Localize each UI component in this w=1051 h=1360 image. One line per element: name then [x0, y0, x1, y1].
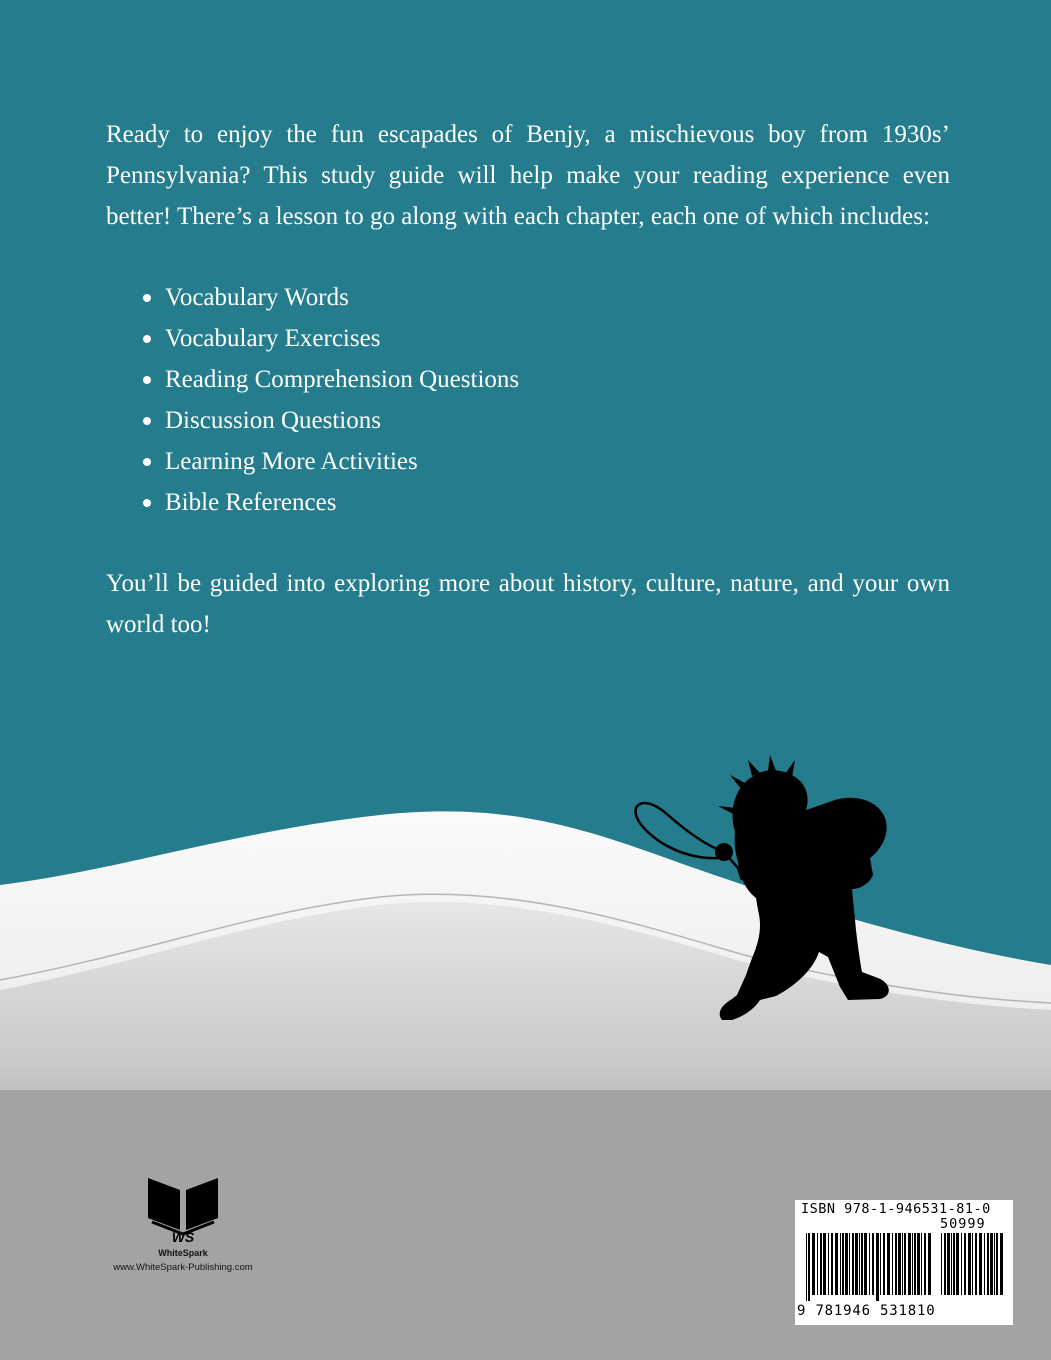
ean-barcode-bars — [806, 1233, 934, 1301]
list-item: Vocabulary Words — [106, 277, 950, 318]
publisher-name: WhiteSpark — [158, 1248, 208, 1258]
barcode-bar — [968, 1233, 971, 1295]
list-item: Learning More Activities — [106, 441, 950, 482]
addon-barcode-bars — [941, 1233, 1003, 1301]
barcode-bar — [964, 1233, 966, 1295]
barcode-bar — [1000, 1233, 1003, 1295]
barcode-bar — [849, 1233, 850, 1295]
barcode-bar — [808, 1233, 810, 1301]
barcode-bar — [996, 1233, 998, 1295]
barcode-bar — [947, 1233, 950, 1295]
barcode-bar — [880, 1233, 881, 1295]
barcode-bar — [987, 1233, 989, 1295]
closing-paragraph: You’ll be guided into exploring more about history, culture, nature, and your own world too! — [106, 570, 950, 638]
isbn-barcode — [795, 1200, 1013, 1325]
barcode-bar — [944, 1233, 946, 1295]
barcode-bar — [921, 1233, 922, 1295]
barcode-bar — [898, 1233, 901, 1295]
intro-paragraph: Ready to enjoy the fun escapades of Benjy, a mischievous boy from 1930s’ Pennsylvania? This study guide will help make your reading experience even better! There’s a lesson to go along with each chapter, each one of which includes: — [106, 121, 950, 230]
barcode-bar — [855, 1233, 858, 1295]
barcode-bar — [835, 1233, 838, 1295]
barcode-bar — [984, 1233, 985, 1295]
logo-monogram: WS — [171, 1229, 195, 1245]
barcode-bar — [859, 1233, 860, 1295]
barcode-bar — [972, 1233, 973, 1295]
barcode-bar — [842, 1233, 844, 1295]
barcode-bar — [928, 1233, 931, 1295]
back-cover-blurb — [106, 114, 950, 645]
open-book-logo-icon — [146, 1172, 220, 1246]
barcode-bar — [975, 1233, 977, 1295]
barcode-digits: 9 781946 531810 — [797, 1303, 936, 1319]
barcode-bar — [994, 1233, 995, 1295]
barcode-bar — [961, 1233, 962, 1295]
price-addon-code: 50999 — [940, 1216, 986, 1232]
barcode-bar — [869, 1233, 870, 1295]
barcode-bar — [831, 1233, 833, 1295]
barcode-bar — [861, 1233, 863, 1295]
list-item: Vocabulary Exercises — [106, 318, 950, 359]
barcode-bar — [895, 1233, 897, 1295]
list-item: Bible References — [106, 482, 950, 523]
barcode-bar — [908, 1233, 911, 1295]
isbn-label: ISBN 978-1-946531-81-0 — [801, 1201, 991, 1217]
barcode-bar — [951, 1233, 952, 1295]
barcode-bar — [917, 1233, 920, 1295]
barcode-bar — [914, 1233, 916, 1295]
barcode-bar — [864, 1233, 867, 1295]
barcode-bar — [876, 1233, 879, 1301]
barcode-bar — [872, 1233, 874, 1295]
barcode-bar — [883, 1233, 885, 1295]
list-item: Reading Comprehension Questions — [106, 359, 950, 400]
barcode-bar — [820, 1233, 822, 1295]
barcode-bar — [852, 1233, 854, 1295]
barcode-bar — [806, 1233, 807, 1301]
publisher-url: www.WhiteSpark-Publishing.com — [113, 1262, 253, 1273]
barcode-bar — [823, 1233, 826, 1295]
barcode-bar — [990, 1233, 993, 1295]
barcode-bar — [828, 1233, 829, 1295]
barcode-bar — [953, 1233, 955, 1295]
barcode-bar — [979, 1233, 982, 1295]
list-item: Discussion Questions — [106, 400, 950, 441]
barcode-bar — [941, 1233, 942, 1295]
features-list — [106, 277, 950, 523]
barcode-bar — [817, 1233, 818, 1295]
barcode-bar — [840, 1233, 841, 1295]
barcode-bar — [812, 1233, 815, 1295]
barcode-bar — [902, 1233, 903, 1295]
publisher-logo-block — [104, 1172, 262, 1273]
barcode-bar — [912, 1233, 913, 1295]
barcode-bar — [956, 1233, 959, 1295]
barcode-bar — [845, 1233, 848, 1295]
barcode-bar — [904, 1233, 906, 1295]
barcode-bar — [887, 1233, 890, 1295]
barcode-bar — [892, 1233, 893, 1295]
barcode-bar — [924, 1233, 926, 1295]
